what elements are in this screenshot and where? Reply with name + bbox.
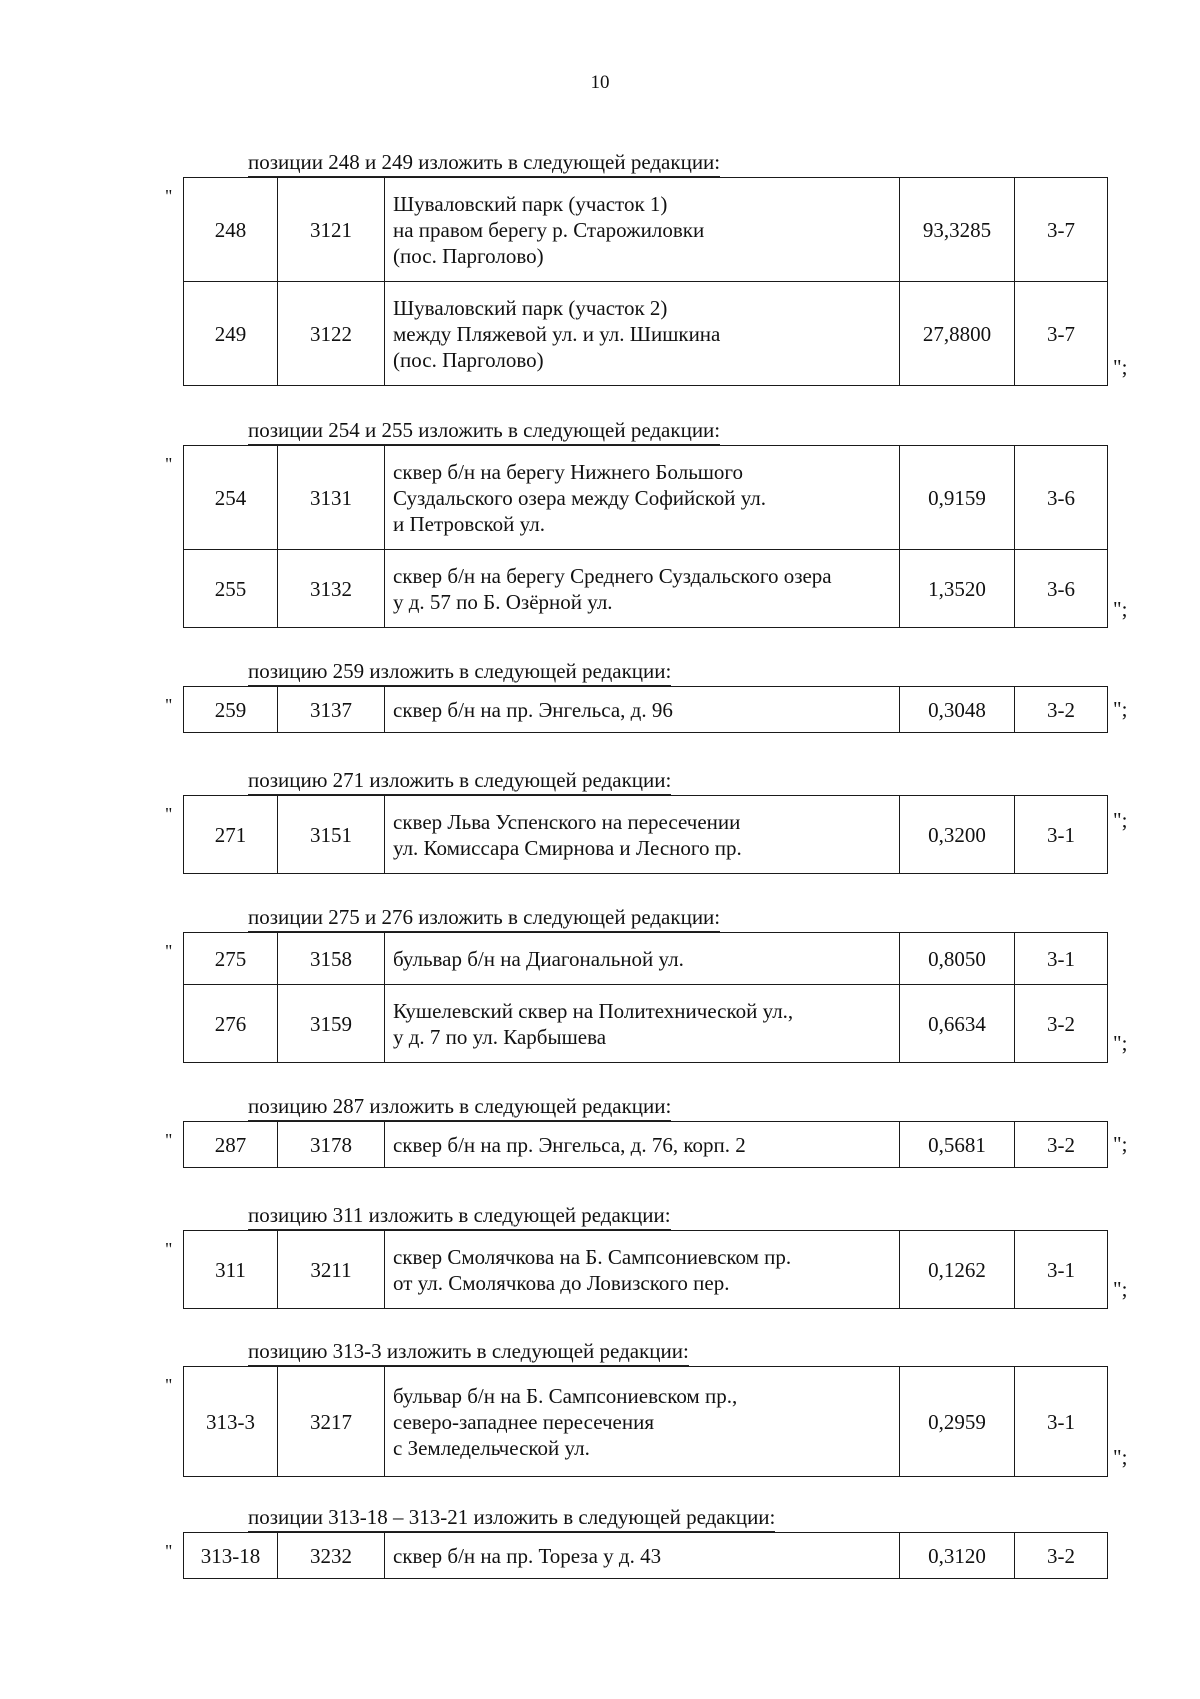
object-name: сквер б/н на пр. Тореза у д. 43 bbox=[385, 1533, 900, 1579]
positions-table bbox=[183, 686, 1108, 733]
position-number: 313-18 bbox=[184, 1533, 278, 1579]
object-name: сквер б/н на пр. Энгельса, д. 96 bbox=[385, 687, 900, 733]
positions-table bbox=[183, 795, 1108, 874]
close-quote: "; bbox=[1113, 355, 1128, 379]
table-row bbox=[184, 282, 1108, 386]
close-quote: "; bbox=[1113, 597, 1128, 621]
object-code: 3178 bbox=[278, 1122, 385, 1168]
table-row bbox=[184, 178, 1108, 282]
object-name: бульвар б/н на Б. Сампсониевском пр., северо-западнее пересечения с Земледельческой ул. bbox=[385, 1367, 900, 1477]
object-code: 3131 bbox=[278, 446, 385, 550]
object-category: 3-1 bbox=[1015, 796, 1108, 874]
page-number: 10 bbox=[590, 72, 610, 93]
object-area: 0,5681 bbox=[900, 1122, 1015, 1168]
section-heading: позицию 271 изложить в следующей редакции: bbox=[248, 768, 672, 792]
object-area: 93,3285 bbox=[900, 178, 1015, 282]
position-number: 255 bbox=[184, 550, 278, 628]
object-name: сквер б/н на пр. Энгельса, д. 76, корп. 2 bbox=[385, 1122, 900, 1168]
open-quote: " bbox=[165, 1541, 173, 1561]
open-quote: " bbox=[165, 186, 173, 206]
object-category: 3-2 bbox=[1015, 985, 1108, 1063]
object-area: 27,8800 bbox=[900, 282, 1015, 386]
object-name: бульвар б/н на Диагональной ул. bbox=[385, 933, 900, 985]
object-category: 3-1 bbox=[1015, 933, 1108, 985]
object-area: 0,2959 bbox=[900, 1367, 1015, 1477]
position-number: 313-3 bbox=[184, 1367, 278, 1477]
object-code: 3151 bbox=[278, 796, 385, 874]
close-quote: "; bbox=[1113, 808, 1128, 832]
object-area: 0,3120 bbox=[900, 1533, 1015, 1579]
object-code: 3211 bbox=[278, 1231, 385, 1309]
position-number: 259 bbox=[184, 687, 278, 733]
table-row bbox=[184, 1231, 1108, 1309]
object-area: 1,3520 bbox=[900, 550, 1015, 628]
table-row bbox=[184, 1367, 1108, 1477]
section-heading: позицию 311 изложить в следующей редакции: bbox=[248, 1203, 671, 1227]
open-quote: " bbox=[165, 1239, 173, 1259]
position-number: 275 bbox=[184, 933, 278, 985]
object-code: 3158 bbox=[278, 933, 385, 985]
object-area: 0,6634 bbox=[900, 985, 1015, 1063]
object-code: 3122 bbox=[278, 282, 385, 386]
object-category: 3-2 bbox=[1015, 1533, 1108, 1579]
object-area: 0,3048 bbox=[900, 687, 1015, 733]
positions-table bbox=[183, 1532, 1108, 1579]
table-row bbox=[184, 1122, 1108, 1168]
section-heading: позицию 313-3 изложить в следующей редакции: bbox=[248, 1339, 689, 1363]
open-quote: " bbox=[165, 1130, 173, 1150]
position-number: 254 bbox=[184, 446, 278, 550]
object-category: 3-2 bbox=[1015, 687, 1108, 733]
object-code: 3132 bbox=[278, 550, 385, 628]
close-quote: "; bbox=[1113, 1445, 1128, 1469]
table-row bbox=[184, 796, 1108, 874]
object-name: сквер б/н на берегу Нижнего Большого Суздальского озера между Софийской ул. и Петровской ул. bbox=[385, 446, 900, 550]
close-quote: "; bbox=[1113, 1132, 1128, 1156]
object-name: сквер Смолячкова на Б. Сампсониевском пр. от ул. Смолячкова до Ловизского пер. bbox=[385, 1231, 900, 1309]
close-quote: "; bbox=[1113, 697, 1128, 721]
table-row bbox=[184, 933, 1108, 985]
position-number: 249 bbox=[184, 282, 278, 386]
object-name: Шуваловский парк (участок 1) на правом берегу р. Старожиловки (пос. Парголово) bbox=[385, 178, 900, 282]
object-code: 3232 bbox=[278, 1533, 385, 1579]
section-heading: позиции 248 и 249 изложить в следующей редакции: bbox=[248, 150, 721, 174]
object-code: 3217 bbox=[278, 1367, 385, 1477]
object-category: 3-6 bbox=[1015, 446, 1108, 550]
object-area: 0,1262 bbox=[900, 1231, 1015, 1309]
position-number: 271 bbox=[184, 796, 278, 874]
position-number: 276 bbox=[184, 985, 278, 1063]
section-heading: позицию 259 изложить в следующей редакции: bbox=[248, 659, 672, 683]
table-row bbox=[184, 1533, 1108, 1579]
table-row bbox=[184, 687, 1108, 733]
table-row bbox=[184, 446, 1108, 550]
object-area: 0,3200 bbox=[900, 796, 1015, 874]
positions-table bbox=[183, 445, 1108, 628]
close-quote: "; bbox=[1113, 1031, 1128, 1055]
object-name: сквер Льва Успенского на пересечении ул. Комиссара Смирнова и Лесного пр. bbox=[385, 796, 900, 874]
positions-table bbox=[183, 177, 1108, 386]
open-quote: " bbox=[165, 454, 173, 474]
object-category: 3-2 bbox=[1015, 1122, 1108, 1168]
open-quote: " bbox=[165, 804, 173, 824]
object-code: 3121 bbox=[278, 178, 385, 282]
object-area: 0,8050 bbox=[900, 933, 1015, 985]
position-number: 287 bbox=[184, 1122, 278, 1168]
open-quote: " bbox=[165, 941, 173, 961]
object-code: 3159 bbox=[278, 985, 385, 1063]
positions-table bbox=[183, 932, 1108, 1063]
section-heading: позицию 287 изложить в следующей редакции: bbox=[248, 1094, 672, 1118]
positions-table bbox=[183, 1230, 1108, 1309]
object-category: 3-7 bbox=[1015, 178, 1108, 282]
object-category: 3-7 bbox=[1015, 282, 1108, 386]
section-heading: позиции 275 и 276 изложить в следующей редакции: bbox=[248, 905, 721, 929]
close-quote: "; bbox=[1113, 1277, 1128, 1301]
object-name: Кушелевский сквер на Политехнической ул., у д. 7 по ул. Карбышева bbox=[385, 985, 900, 1063]
object-category: 3-1 bbox=[1015, 1367, 1108, 1477]
open-quote: " bbox=[165, 695, 173, 715]
object-name: Шуваловский парк (участок 2) между Пляжевой ул. и ул. Шишкина (пос. Парголово) bbox=[385, 282, 900, 386]
section-heading: позиции 254 и 255 изложить в следующей редакции: bbox=[248, 418, 721, 442]
table-row bbox=[184, 550, 1108, 628]
object-category: 3-1 bbox=[1015, 1231, 1108, 1309]
positions-table bbox=[183, 1366, 1108, 1477]
object-category: 3-6 bbox=[1015, 550, 1108, 628]
object-code: 3137 bbox=[278, 687, 385, 733]
open-quote: " bbox=[165, 1375, 173, 1395]
position-number: 311 bbox=[184, 1231, 278, 1309]
object-name: сквер б/н на берегу Среднего Суздальского озера у д. 57 по Б. Озёрной ул. bbox=[385, 550, 900, 628]
table-row bbox=[184, 985, 1108, 1063]
position-number: 248 bbox=[184, 178, 278, 282]
section-heading: позиции 313-18 – 313-21 изложить в следующей редакции: bbox=[248, 1505, 776, 1529]
object-area: 0,9159 bbox=[900, 446, 1015, 550]
positions-table bbox=[183, 1121, 1108, 1168]
